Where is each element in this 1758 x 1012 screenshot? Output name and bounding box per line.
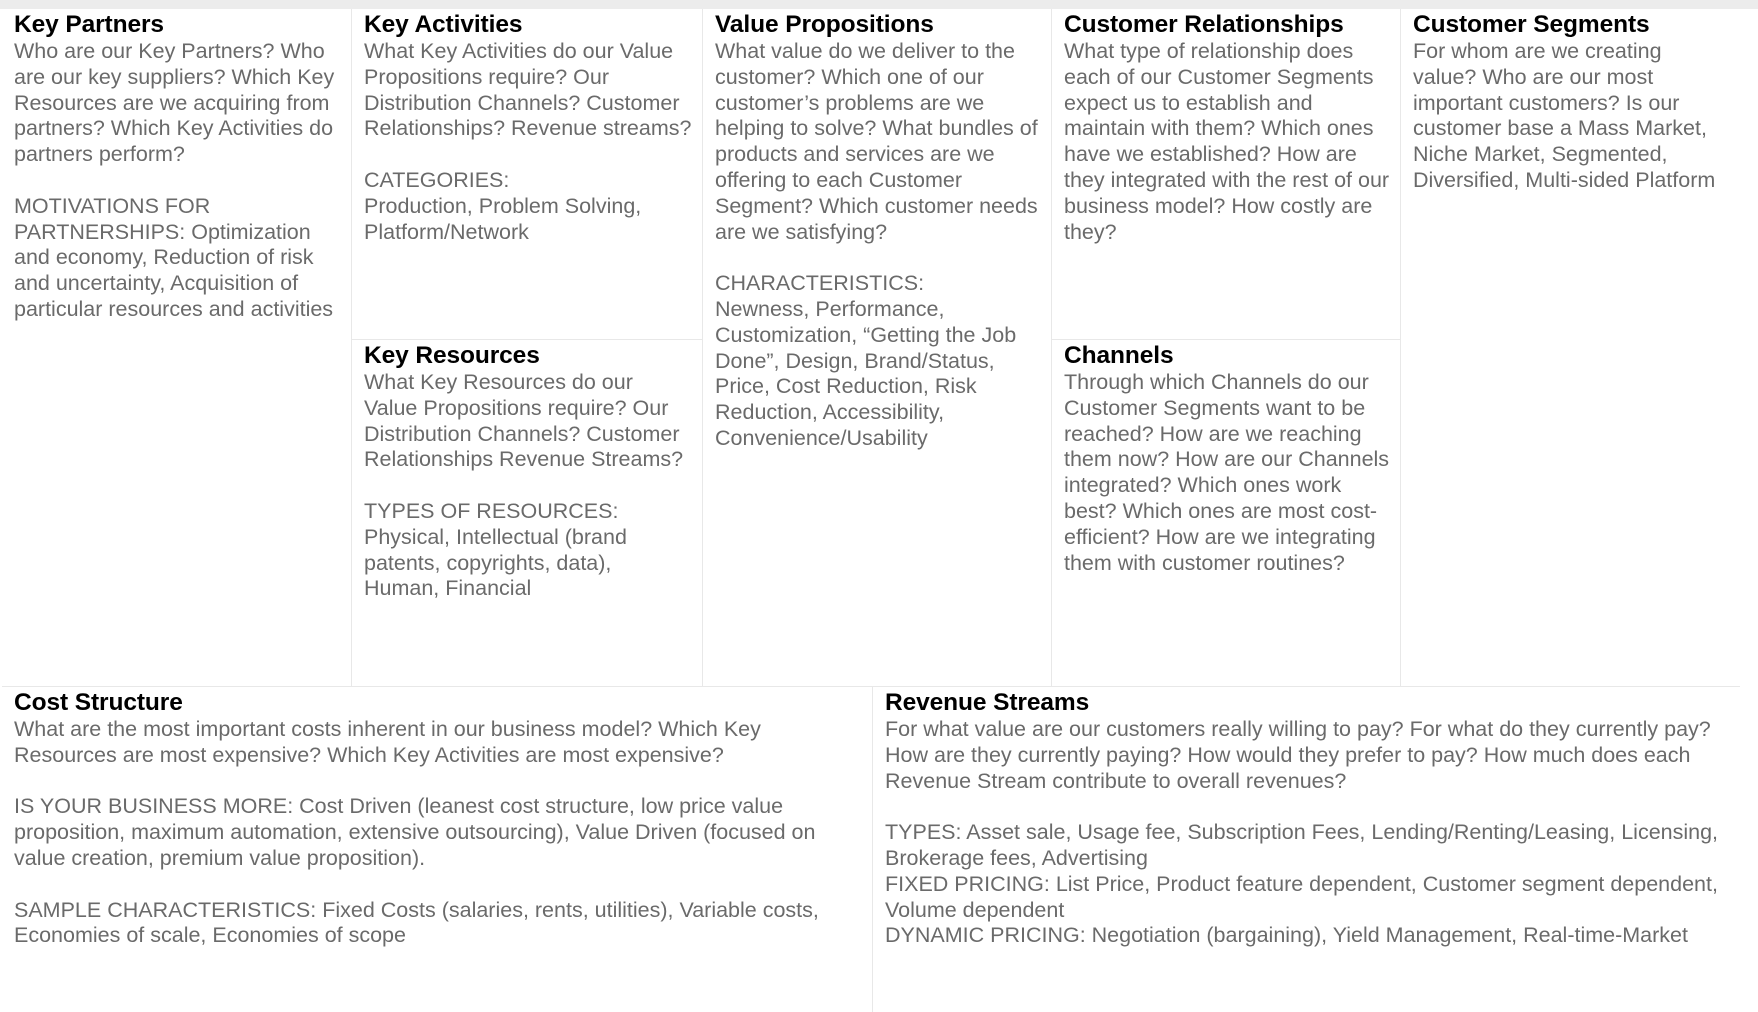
customer-relationships-block	[1052, 9, 1401, 340]
key-partners-title: Key Partners	[14, 11, 164, 38]
cost-structure-text: What are the most important costs inherent in our business model? Which Key Resources are most expensive? Which Key Activities are most expensive? IS YOUR BUSINESS MORE: Cost Driven (leanest cost structure, low price value proposition, maximum automation, extensive outsourcing), Value Driven (focused on value creation, premium value proposition). SAMPLE CHARACTERISTICS: Fixed Costs (salaries, rents, utilities), Variable costs, Economies of scale, Economies of scope	[14, 717, 819, 948]
value-propositions-block	[703, 9, 1052, 686]
customer-segments-block	[1401, 9, 1740, 686]
cost-structure-title: Cost Structure	[14, 689, 183, 716]
cost-structure-block	[2, 686, 873, 1012]
key-activities-block	[352, 9, 703, 340]
revenue-streams-block	[873, 686, 1740, 1012]
key-partners-block	[2, 9, 352, 686]
key-resources-text: What Key Resources do our Value Propositions require? Our Distribution Channels? Customer Relationships Revenue Streams? TYPES OF RESOURCES: Physical, Intellectual (brand patents, copyrights, data), Human, Financial	[364, 370, 684, 601]
customer-segments-title: Customer Segments	[1413, 11, 1650, 38]
channels-block	[1052, 340, 1401, 686]
business-model-canvas	[2, 9, 1740, 1012]
key-resources-title: Key Resources	[364, 342, 540, 369]
revenue-streams-title: Revenue Streams	[885, 689, 1090, 716]
key-activities-text: What Key Activities do our Value Propositions require? Our Distribution Channels? Customer Relationships? Revenue streams? CATEGORIES: Production, Problem Solving, Platform/Network	[364, 39, 692, 244]
channels-title: Channels	[1064, 342, 1174, 369]
customer-relationships-text: What type of relationship does each of our Customer Segments expect us to establish and maintain with them? Which ones have we established? How are they integrated with the rest of our business model? How costly are they?	[1064, 39, 1396, 244]
key-activities-title: Key Activities	[364, 11, 523, 38]
top-border-strip	[0, 0, 1758, 9]
value-propositions-title: Value Propositions	[715, 11, 934, 38]
key-resources-block	[352, 340, 703, 686]
key-partners-text: Who are our Key Partners? Who are our key suppliers? Which Key Resources are we acquiring from partners? Which Key Activities do partners perform? MOTIVATIONS FOR PARTNERSHIPS: Optimization and economy, Reduction of risk and uncertainty, Acquisition of particular resources and activities	[14, 39, 335, 321]
customer-relationships-title: Customer Relationships	[1064, 11, 1344, 38]
revenue-streams-text: For what value are our customers really willing to pay? For what do they currently pay? How are they currently paying? How would they prefer to pay? How much does each Revenue Stream contribute to overall revenues? TYPES: Asset sale, Usage fee, Subscription Fees, Lending/Renting/Leasing, Licensing, Brokerage fees, Advertising FIXED PRICING: List Price, Product feature dependent, Customer segment dependent, Volume dependent DYNAMIC PRICING: Negotiation (bargaining), Yield Management, Real-time-Market	[885, 717, 1719, 948]
channels-text: Through which Channels do our Customer Segments want to be reached? How are we reaching them now? How are our Channels integrated? Which ones work best? Which ones are most cost-efficient? How are we integrating them with customer routines?	[1064, 370, 1396, 575]
value-propositions-text: What value do we deliver to the customer? Which one of our customer’s problems are we helping to solve? What bundles of products and services are we offering to each Customer Segment? Which customer needs are we satisfying? CHARACTERISTICS: Newness, Performance, Customization, “Getting the Job Done”, Design, Brand/Status, Price, Cost Reduction, Risk Reduction, Accessibility, Convenience/Usability	[715, 39, 1038, 450]
customer-segments-text: For whom are we creating value? Who are our most important customers? Is our customer base a Mass Market, Niche Market, Segmented, Diversified, Multi-sided Platform	[1413, 39, 1716, 192]
